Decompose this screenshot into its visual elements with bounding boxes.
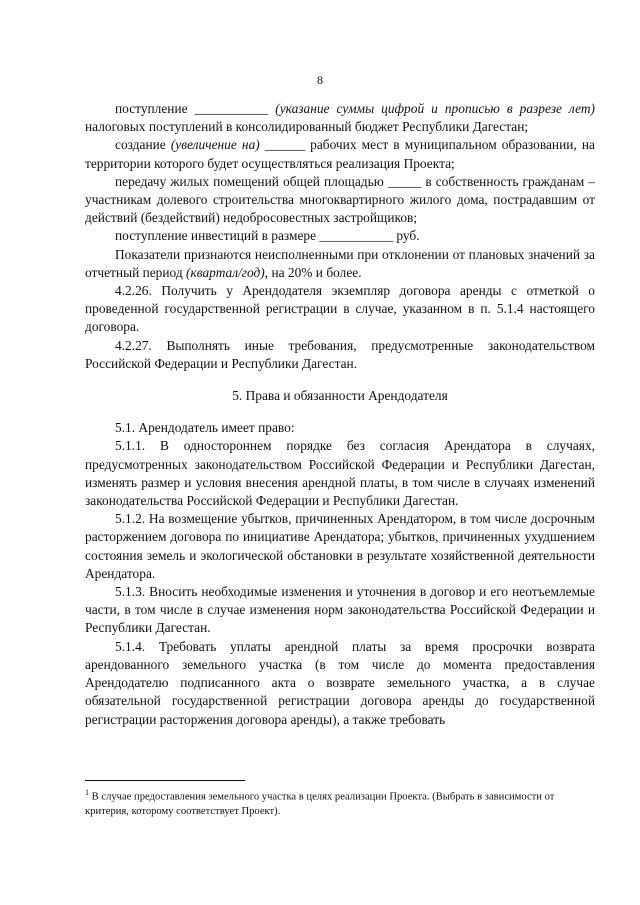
- footnote-divider: [85, 780, 245, 781]
- paragraph-investment: поступление инвестиций в размере ___________ руб.: [115, 228, 420, 244]
- paragraph-5-1-3: 5.1.3. Вносить необходимые изменения и уточнения в договор и его неотъемлемые части, в том числе в случае изменения норм законодательства Российской Федерации и Республики Дагестан.: [85, 584, 595, 636]
- paragraph-5-1-4: 5.1.4. Требовать уплаты арендной платы за время просрочки возврата арендованного земельного участка (в том числе до момента предоставления Арендодателю подписанного акта о возврате земельного участка, а в случае обязательной государственной регистрации договора аренды до государственной регистрации расторжения договора аренды), а также требовать: [85, 638, 595, 727]
- paragraph-5-1-1: 5.1.1. В одностороннем порядке без согласия Арендатора в случаях, предусмотренных законодательством Российской Федерации и Республики Дагестан, изменять размер и условия внесения арендной платы, в том числе в случаях изменений законодательства Российской Федерации и Республики Дагестан.: [85, 438, 595, 509]
- footnote-text: В случае предоставления земельного участка в целях реализации Проекта. (Выбрать в зависимости от критерия, которому соответствует Проект).: [85, 791, 555, 817]
- paragraph-housing: передачу жилых помещений общей площадью _____ в собственность гражданам – участникам долевого строительства многоквартирного жилого дома, пострадавшим от действий (бездействий) недобросовестных застройщиков;: [85, 173, 595, 226]
- paragraph-tax-revenue: поступление ___________ (указание суммы цифрой и прописью в разрезе лет) налоговых поступлений в консолидированный бюджет Республики Дагестан;: [85, 101, 596, 135]
- footnote-marker: 1: [85, 788, 89, 797]
- paragraph-5-1-2: 5.1.2. На возмещение убытков, причиненных Арендатором, в том числе досрочным расторжением договора по инициативе Арендатора; убытков, причиненных ухудшением состояния земель и экологической обстановки в результате хозяйственной деятельности Арендатора.: [85, 511, 595, 581]
- paragraph-jobs: создание (увеличение на) ______ рабочих мест в муниципальном образовании, на территории которого будет осуществляться реализация Проекта;: [85, 137, 595, 171]
- paragraph-4-2-27: 4.2.27. Выполнять иные требования, предусмотренные законодательством Российской Федерации и Республики Дагестан.: [85, 337, 595, 371]
- section-heading: 5. Права и обязанности Арендодателя: [232, 388, 448, 404]
- footnote: [85, 786, 595, 819]
- paragraph-5-1: 5.1. Арендодатель имеет право:: [115, 420, 295, 436]
- page-number: 8: [317, 73, 323, 87]
- document-body: [85, 100, 595, 729]
- paragraph-4-2-26: 4.2.26. Получить у Арендодателя экземпляр договора аренды с отметкой о проведенной государственной регистрации в случае, указанном в п. 5.1.4 настоящего договора.: [85, 283, 595, 335]
- paragraph-indicators: Показатели признаются неисполненными при отклонении от плановых значений за отчетный период (квартал/год), на 20% и более.: [85, 246, 595, 280]
